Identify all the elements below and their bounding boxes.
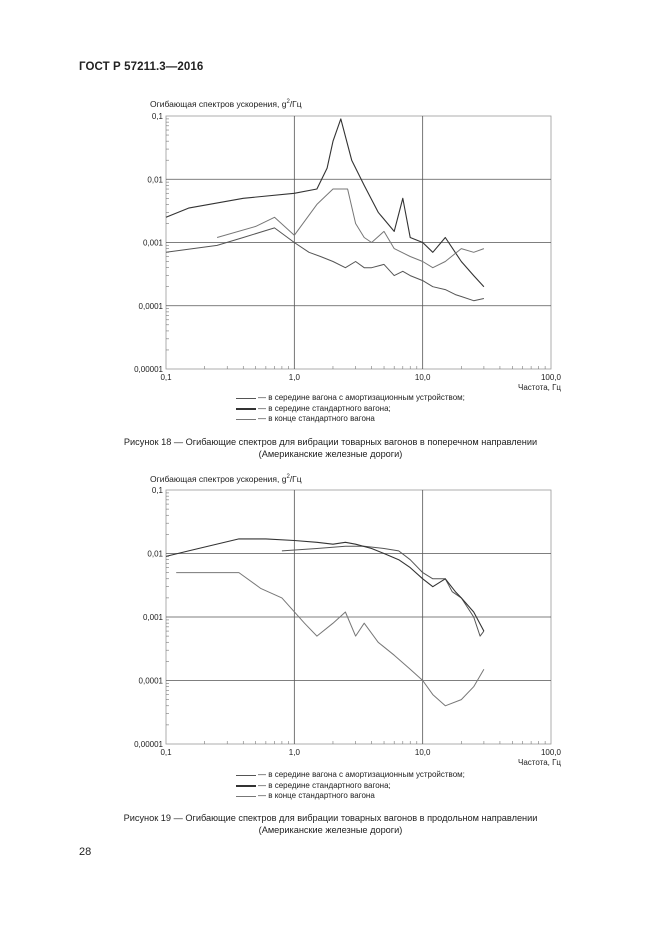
y-tick-label: 0,001 bbox=[142, 238, 163, 248]
x-tick-label: 10,0 bbox=[414, 748, 431, 757]
y-tick-label: 0,001 bbox=[142, 613, 163, 622]
legend-item: — в конце стандартного вагона bbox=[236, 791, 465, 802]
y-tick-label: 0,01 bbox=[147, 175, 163, 185]
chart-legend bbox=[236, 770, 465, 802]
legend-item: — в середине стандартного вагона; bbox=[236, 781, 465, 792]
chart-figure-18 bbox=[0, 0, 661, 400]
y-tick-label: 0,1 bbox=[151, 112, 163, 121]
legend-item: — в конце стандартного вагона bbox=[236, 414, 465, 425]
legend-swatch bbox=[236, 775, 256, 776]
y-tick-label: 0,1 bbox=[151, 486, 163, 495]
y-tick-label: 0,00001 bbox=[134, 365, 163, 374]
x-tick-label: 100,0 bbox=[540, 748, 562, 757]
series-line-1 bbox=[282, 546, 484, 636]
x-axis-label: Частота, Гц bbox=[517, 758, 561, 767]
legend-item: — в середине вагона с амортизационным устройством; bbox=[236, 770, 465, 781]
series-line-1 bbox=[166, 228, 484, 301]
legend-item: — в середине стандартного вагона; bbox=[236, 404, 465, 415]
y-tick-label: 0,00001 bbox=[134, 740, 163, 749]
legend-swatch bbox=[236, 796, 256, 797]
x-tick-label: 0,1 bbox=[160, 373, 172, 382]
figure-caption: Рисунок 19 — Огибающие спектров для вибрации товарных вагонов в продольном направлении (Американские железные дороги) bbox=[123, 813, 538, 835]
x-tick-label: 1,0 bbox=[288, 748, 300, 757]
page-number: 28 bbox=[79, 846, 92, 858]
legend-swatch bbox=[236, 785, 256, 787]
series-line-3 bbox=[217, 189, 484, 268]
y-axis-title: Огибающая спектров ускорения, $g^2/Гц$ bbox=[150, 474, 302, 484]
y-tick-label: 0,0001 bbox=[138, 301, 163, 311]
series-line-2 bbox=[166, 119, 484, 287]
x-tick-label: 1,0 bbox=[288, 373, 300, 382]
series-line-3 bbox=[176, 573, 484, 706]
y-tick-label: 0,01 bbox=[147, 549, 163, 559]
y-tick-label: 0,0001 bbox=[138, 676, 163, 686]
x-tick-label: 10,0 bbox=[414, 373, 431, 382]
chart-figure-19 bbox=[0, 376, 661, 776]
figure-caption: Рисунок 18 — Огибающие спектров для вибрации товарных вагонов в поперечном направлении (Американские железные дороги) bbox=[123, 437, 538, 459]
x-tick-label: 100,0 bbox=[540, 373, 562, 382]
x-tick-label: 0,1 bbox=[160, 748, 172, 757]
y-axis-title: Огибающая спектров ускорения, $g^2/Гц$ bbox=[150, 99, 302, 109]
document-header: ГОСТ Р 57211.3—2016 bbox=[79, 61, 204, 73]
legend-item: — в середине вагона с амортизационным устройством; bbox=[236, 393, 465, 404]
x-axis-label: Частота, Гц bbox=[517, 383, 561, 392]
